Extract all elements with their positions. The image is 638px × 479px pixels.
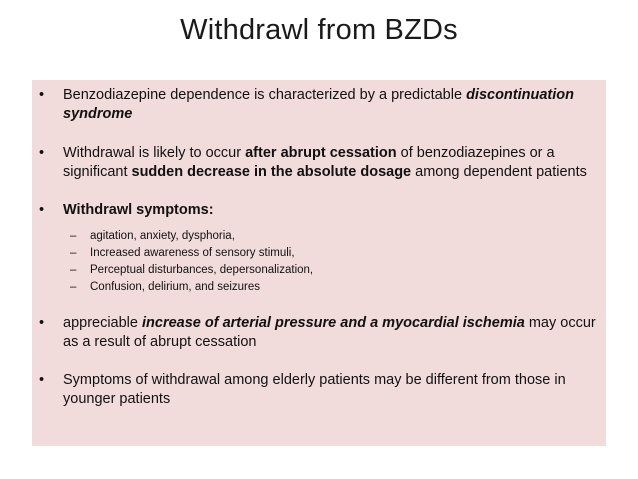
bullet-bold: after abrupt cessation	[245, 145, 397, 161]
symptom-item	[32, 262, 596, 279]
bullet-text: Benzodiazepine dependence is characterized by a predictable	[63, 87, 467, 103]
bullet-text: Withdrawal is likely to occur	[63, 145, 246, 161]
symptom-item	[32, 228, 596, 245]
sub-dash: –	[70, 281, 77, 293]
symptom-item	[32, 279, 596, 296]
symptom-list	[32, 228, 596, 296]
bullet-discontinuation	[32, 86, 596, 124]
bullet-dot: •	[39, 202, 45, 218]
bullet-heading: Withdrawl symptoms:	[63, 202, 214, 218]
bullet-bold: sudden decrease in the absolute dosage	[131, 164, 412, 180]
bullet-dot: •	[39, 145, 45, 161]
bullet-dot: •	[39, 87, 45, 103]
bullet-emphasis: discontinuation syndrome	[63, 87, 574, 122]
sub-dash: –	[70, 230, 77, 242]
symptom-text: Increased awareness of sensory stimuli,	[90, 247, 295, 259]
symptom-text: Confusion, delirium, and seizures	[90, 281, 261, 293]
bullet-text: among dependent patients	[411, 164, 587, 180]
slide-content	[32, 80, 606, 446]
symptom-item	[32, 245, 596, 262]
sub-dash: –	[70, 264, 77, 276]
bullet-withdrawal-occurrence	[32, 144, 596, 182]
bullet-elderly-patients	[32, 371, 596, 409]
bullet-dot: •	[39, 315, 45, 331]
slide-title: Withdrawl from BZDs	[180, 14, 458, 46]
sub-dash: –	[70, 247, 77, 259]
symptom-text: agitation, anxiety, dysphoria,	[90, 230, 235, 242]
bullet-text: Symptoms of withdrawal among elderly patients may be different from those in younger patients	[63, 372, 566, 407]
bullet-arterial-pressure	[32, 314, 596, 352]
bullet-withdrawl-symptoms	[32, 201, 596, 220]
bullet-emphasis: increase of arterial pressure and a myocardial ischemia	[142, 315, 525, 331]
bullet-text: appreciable	[63, 315, 142, 331]
bullet-dot: •	[39, 372, 45, 388]
symptom-text: Perceptual disturbances, depersonalization,	[90, 264, 314, 276]
bullet-text: may occur as a result of abrupt cessation	[63, 315, 596, 350]
bullet-text: of benzodiazepines or a significant	[63, 145, 555, 180]
